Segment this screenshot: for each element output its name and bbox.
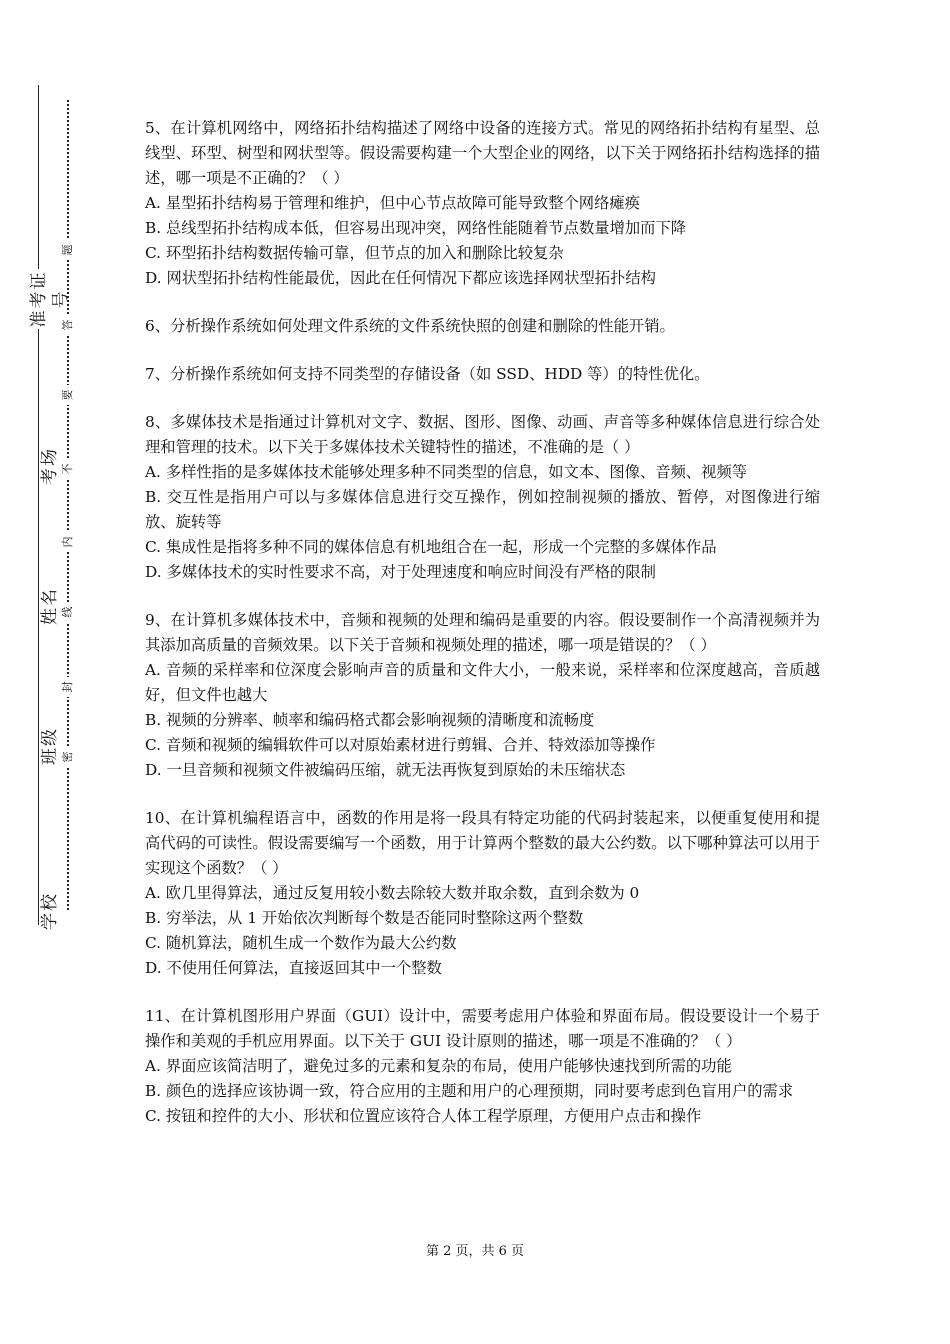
option-a: A. 多样性指的是多媒体技术能够处理多种不同类型的信息，如文本、图像、音频、视频等 — [145, 463, 748, 481]
question-7 — [145, 362, 820, 387]
page-footer: 第 2 页，共 6 页 — [425, 1244, 525, 1259]
question-10 — [145, 806, 820, 981]
option-b: B. 视频的分辨率、帧率和编码格式都会影响视频的清晰度和流畅度 — [145, 711, 595, 729]
option-d: D. 一旦音频和视频文件被编码压缩，就无法再恢复到原始的未压缩状态 — [145, 761, 626, 779]
seal-char: 线 — [61, 602, 75, 622]
seal-char: 要 — [61, 385, 75, 405]
option-d: D. 网状型拓扑结构性能最优，因此在任何情况下都应该选择网状型拓扑结构 — [145, 269, 656, 287]
class-label: 班级 — [39, 716, 61, 776]
question-stem: 5、在计算机网络中，网络拓扑结构描述了网络中设备的连接方式。常见的网络拓扑结构有星型、总线型、环型、树型和网状型等。假设需要构建一个大型企业的网络，以下关于网络拓扑结构选择的描述，哪一项是不正确的？（ ） — [145, 119, 820, 187]
option-b: B. 交互性是指用户可以与多媒体信息进行交互操作，例如控制视频的播放、暂停，对图像进行缩放、旋转等 — [145, 488, 820, 531]
seal-char: 题 — [61, 240, 75, 260]
option-a: A. 星型拓扑结构易于管理和维护，但中心节点故障可能导致整个网络瘫痪 — [145, 194, 640, 212]
question-stem: 9、在计算机多媒体技术中，音频和视频的处理和编码是重要的内容。假设要制作一个高清视频并为其添加高质量的音频效果。以下关于音频和视频处理的描述，哪一项是错误的？（ ） — [145, 611, 820, 654]
exam-number-label: 准考证号 — [29, 270, 71, 328]
option-c: C. 随机算法，随机生成一个数作为最大公约数 — [145, 934, 457, 952]
option-b: B. 颜色的选择应该协调一致，符合应用的主题和用户的心理预期，同时要考虑到色盲用户的需求 — [145, 1082, 794, 1100]
question-stem: 11、在计算机图形用户界面（GUI）设计中，需要考虑用户体验和界面布局。假设要设计一个易于操作和美观的手机应用界面。以下关于 GUI 设计原则的描述，哪一项是不准确的？（ ） — [145, 1007, 820, 1050]
option-c: C. 集成性是指将多种不同的媒体信息有机地组合在一起，形成一个完整的多媒体作品 — [145, 538, 717, 556]
question-5 — [145, 116, 820, 291]
question-list — [145, 116, 820, 1152]
option-b: B. 穷举法，从 1 开始依次判断每个数是否能同时整除这两个整数 — [145, 909, 584, 927]
question-stem: 7、分析操作系统如何支持不同类型的存储设备（如 SSD、HDD 等）的特性优化。 — [145, 365, 710, 383]
option-a: A. 欧几里得算法，通过反复用较小数去除较大数并取余数，直到余数为 0 — [145, 884, 640, 902]
question-stem: 8、多媒体技术是指通过计算机对文字、数据、图形、图像、动画、声音等多种媒体信息进行综合处理和管理的技术。以下关于多媒体技术关键特性的描述，不准确的是（ ） — [145, 413, 820, 456]
question-9 — [145, 608, 820, 783]
exam-room-label: 考场 — [39, 436, 61, 496]
question-8 — [145, 410, 820, 585]
name-label: 姓名 — [39, 576, 61, 636]
seal-char: 密 — [61, 747, 75, 767]
option-b: B. 总线型拓扑结构成本低，但容易出现冲突，网络性能随着节点数量增加而下降 — [145, 219, 687, 237]
question-stem: 6、分析操作系统如何处理文件系统的文件系统快照的创建和删除的性能开销。 — [145, 317, 675, 335]
option-a: A. 音频的采样率和位深度会影响声音的质量和文件大小，一般来说，采样率和位深度越高，音质越好，但文件也越大 — [145, 661, 820, 704]
seal-char: 答 — [61, 315, 75, 335]
question-11 — [145, 1004, 820, 1129]
option-a: A. 界面应该简洁明了，避免过多的元素和复杂的布局，使用户能够快速找到所需的功能 — [145, 1057, 732, 1075]
option-c: C. 环型拓扑结构数据传输可靠，但节点的加入和删除比较复杂 — [145, 244, 564, 262]
binding-margin — [0, 0, 110, 1344]
seal-char: 封 — [61, 677, 75, 697]
option-d: D. 多媒体技术的实时性要求不高，对于处理速度和响应时间没有严格的限制 — [145, 563, 656, 581]
option-d: D. 不使用任何算法，直接返回其中一个整数 — [145, 959, 442, 977]
question-stem: 10、在计算机编程语言中，函数的作用是将一段具有特定功能的代码封装起来，以便重复使用和提高代码的可读性。假设需要编写一个函数，用于计算两个整数的最大公约数。以下哪种算法可以用于实现这个函数？（ ） — [145, 809, 820, 877]
question-6 — [145, 314, 820, 339]
option-c: C. 按钮和控件的大小、形状和位置应该符合人体工程学原理，方便用户点击和操作 — [145, 1107, 702, 1125]
school-label: 学校 — [39, 881, 61, 941]
binding-dotted-line — [67, 100, 69, 910]
seal-char: 内 — [61, 532, 75, 552]
seal-char: 不 — [61, 459, 75, 479]
binding-solid-line — [38, 85, 39, 925]
option-c: C. 音频和视频的编辑软件可以对原始素材进行剪辑、合并、特效添加等操作 — [145, 736, 656, 754]
